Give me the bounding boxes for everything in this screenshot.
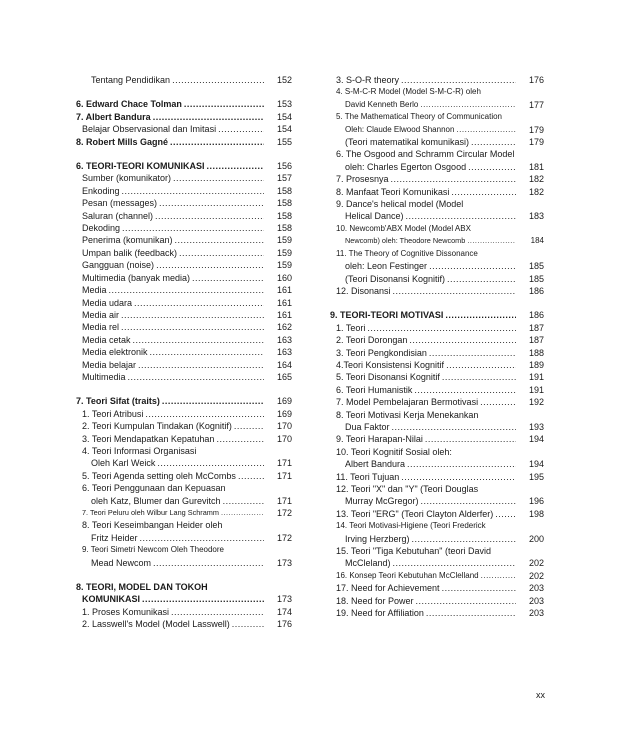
toc-entry[interactable]: Fritz Heider ..... 172	[76, 532, 292, 544]
toc-entry[interactable]: Media air ..... 161	[76, 309, 292, 321]
toc-entry[interactable]: 7. Teori Peluru oleh Wilbur Lang Schramm ..... 172	[76, 507, 292, 519]
toc-entry-line: 8. Teori Keseimbangan Heider oleh	[82, 520, 223, 531]
toc-entry[interactable]: Helical Dance) ..... 183	[330, 210, 544, 222]
toc-entry-line: 9. Dance's helical model (Model	[336, 199, 464, 210]
toc-entry[interactable]: 2. Teori Kumpulan Tindakan (Kognitif) ..... 170	[76, 420, 292, 432]
toc-entry[interactable]: Oleh Karl Weick ..... 171	[76, 457, 292, 469]
toc-entry[interactable]: Umpan balik (feedback) ..... 159	[76, 247, 292, 259]
toc-entry[interactable]: 18. Need for Power ..... 203	[330, 595, 544, 607]
toc-entry[interactable]: Irving Herzberg) ..... 200	[330, 533, 544, 545]
toc-left-column	[76, 74, 292, 631]
toc-entry[interactable]: Dua Faktor ..... 193	[330, 421, 544, 433]
toc-entry[interactable]: 3. Teori Mendapatkan Kepatuhan ..... 170	[76, 433, 292, 445]
toc-entry[interactable]: Multimedia ..... 165	[76, 371, 292, 383]
toc-entry-line: 12. Teori "X" dan "Y" (Teori Douglas	[336, 484, 479, 494]
toc-entry[interactable]: 1. Teori Atribusi ..... 169	[76, 408, 292, 420]
toc-entry[interactable]: 19. Need for Affiliation ..... 203	[330, 607, 544, 619]
toc-entry[interactable]: Pesan (messages) ..... 158	[76, 197, 292, 209]
toc-chapter-heading[interactable]: 7. Teori Sifat (traits) ..... 169	[76, 395, 292, 407]
toc-entry[interactable]: Dekoding ..... 158	[76, 222, 292, 234]
toc-entry[interactable]: 7. Model Pembelajaran Bermotivasi ..... 192	[330, 396, 544, 408]
toc-entry[interactable]: Sumber (komunikator) ..... 157	[76, 172, 292, 184]
toc-entry[interactable]: Penerima (komunikan) ..... 159	[76, 234, 292, 246]
toc-entry-line: 6. The Osgood and Schramm Circular Model	[336, 149, 515, 160]
toc-entry[interactable]: David Kenneth Berlo ..... 177	[330, 99, 544, 111]
toc-entry[interactable]: oleh: Leon Festinger ..... 185	[330, 260, 544, 272]
toc-right-column	[330, 74, 544, 619]
toc-entry-line: 15. Teori "Tiga Kebutuhan" (teori David	[336, 546, 491, 557]
toc-entry[interactable]: 6. Edward Chace Tolman ..... 153	[76, 98, 292, 110]
toc-entry[interactable]: 7. Prosesnya ..... 182	[330, 173, 544, 185]
toc-entry[interactable]: Murray McGregor) ..... 196	[330, 495, 544, 507]
toc-chapter-heading[interactable]: 6. TEORI-TEORI KOMUNIKASI ..... 156	[76, 160, 292, 172]
toc-entry-line: 4. S-M-C-R Model (Model S-M-C-R) oleh	[336, 87, 481, 97]
toc-entry[interactable]: 9. Teori Harapan-Nilai ..... 194	[330, 433, 544, 445]
toc-entry[interactable]: 8. Manfaat Teori Komunikasi ..... 182	[330, 186, 544, 198]
toc-entry[interactable]: Multimedia (banyak media) ..... 160	[76, 272, 292, 284]
toc-entry-line: 6. Teori Penggunaan dan Kepuasan	[82, 483, 226, 494]
toc-entry[interactable]: 6. Teori Humanistik ..... 191	[330, 384, 544, 396]
page-number: xx	[536, 690, 545, 700]
toc-entry[interactable]: Oleh: Claude Elwood Shannon ..... 179	[330, 124, 544, 136]
toc-entry-line: 9. Teori Simetri Newcom Oleh Theodore	[82, 545, 224, 555]
toc-entry[interactable]: 1. Teori ..... 187	[330, 322, 544, 334]
toc-entry[interactable]: Saluran (channel) ..... 158	[76, 210, 292, 222]
toc-entry-line: 5. The Mathematical Theory of Communication	[336, 112, 503, 122]
toc-entry[interactable]: 3. S-O-R theory ..... 176	[330, 74, 544, 86]
toc-entry-line: 14. Teori Motivasi-Higiene (Teori Frederick	[336, 521, 486, 531]
toc-entry[interactable]: oleh: Charles Egerton Osgood ..... 181	[330, 161, 544, 173]
toc-entry[interactable]: (Teori Disonansi Kognitif) ..... 185	[330, 273, 544, 285]
toc-entry[interactable]: (Teori matematikal komunikasi) ..... 179	[330, 136, 544, 148]
toc-entry[interactable]: McCleland) ..... 202	[330, 557, 544, 569]
toc-entry[interactable]: Gangguan (noise) ..... 159	[76, 259, 292, 271]
toc-chapter-heading: 8. TEORI, MODEL DAN TOKOH	[76, 582, 208, 593]
toc-entry[interactable]: oleh Katz, Blumer dan Gurevitch ..... 171	[76, 495, 292, 507]
toc-entry[interactable]: 2. Teori Dorongan ..... 187	[330, 334, 544, 346]
toc-entry[interactable]: Media cetak ..... 163	[76, 334, 292, 346]
toc-chapter-heading[interactable]: KOMUNIKASI ..... 173	[76, 593, 292, 605]
toc-entry[interactable]: Belajar Observasional dan Imitasi ..... 154	[76, 123, 292, 135]
toc-entry[interactable]: Tentang Pendidikan ..... 152	[76, 74, 292, 86]
toc-chapter-heading[interactable]: 9. TEORI-TEORI MOTIVASI ..... 186	[330, 309, 544, 321]
toc-entry[interactable]: 4.Teori Konsistensi Kognitif ..... 189	[330, 359, 544, 371]
toc-entry[interactable]: 13. Teori "ERG" (Teori Clayton Alderfer) ..... 198	[330, 508, 544, 520]
toc-entry[interactable]: Mead Newcom ..... 173	[76, 557, 292, 569]
toc-entry[interactable]: 12. Disonansi ..... 186	[330, 285, 544, 297]
toc-entry[interactable]: 1. Proses Komunikasi ..... 174	[76, 606, 292, 618]
toc-entry[interactable]: Media udara ..... 161	[76, 297, 292, 309]
toc-entry[interactable]: Media belajar ..... 164	[76, 359, 292, 371]
toc-entry-line: 10. Newcomb'ABX Model (Model ABX	[336, 223, 471, 233]
toc-entry[interactable]: 17. Need for Achievement ..... 203	[330, 582, 544, 594]
toc-entry[interactable]: Newcomb) oleh: Theodore Newcomb ..... 184	[330, 235, 544, 247]
toc-entry[interactable]: 7. Albert Bandura ..... 154	[76, 111, 292, 123]
toc-entry-line: 10. Teori Kognitif Sosial oleh:	[336, 446, 452, 457]
toc-entry[interactable]: 11. Teori Tujuan ..... 195	[330, 471, 544, 483]
toc-entry-line: 8. Teori Motivasi Kerja Menekankan	[336, 409, 479, 420]
toc-entry[interactable]: Media ..... 161	[76, 284, 292, 296]
toc-entry[interactable]: 8. Robert Mills Gagné ..... 155	[76, 136, 292, 148]
toc-entry[interactable]: 3. Teori Pengkondisian ..... 188	[330, 347, 544, 359]
toc-entry[interactable]: Albert Bandura ..... 194	[330, 458, 544, 470]
toc-entry[interactable]: 5. Teori Disonansi Kognitif ..... 191	[330, 371, 544, 383]
toc-entry[interactable]: Media elektronik ..... 163	[76, 346, 292, 358]
toc-entry[interactable]: Media rel ..... 162	[76, 321, 292, 333]
toc-entry[interactable]: 2. Lasswell's Model (Model Lasswell) ..... 176	[76, 618, 292, 630]
toc-entry-line: 11. The Theory of Cognitive Dissonance	[336, 248, 478, 258]
toc-entry[interactable]: Enkoding ..... 158	[76, 185, 292, 197]
toc-entry[interactable]: 16. Konsep Teori Kebutuhan McClelland ..... 202	[330, 570, 544, 582]
toc-entry-line: 4. Teori Informasi Organisasi	[82, 445, 197, 456]
toc-entry[interactable]: 5. Teori Agenda setting oleh McCombs ..... 171	[76, 470, 292, 482]
